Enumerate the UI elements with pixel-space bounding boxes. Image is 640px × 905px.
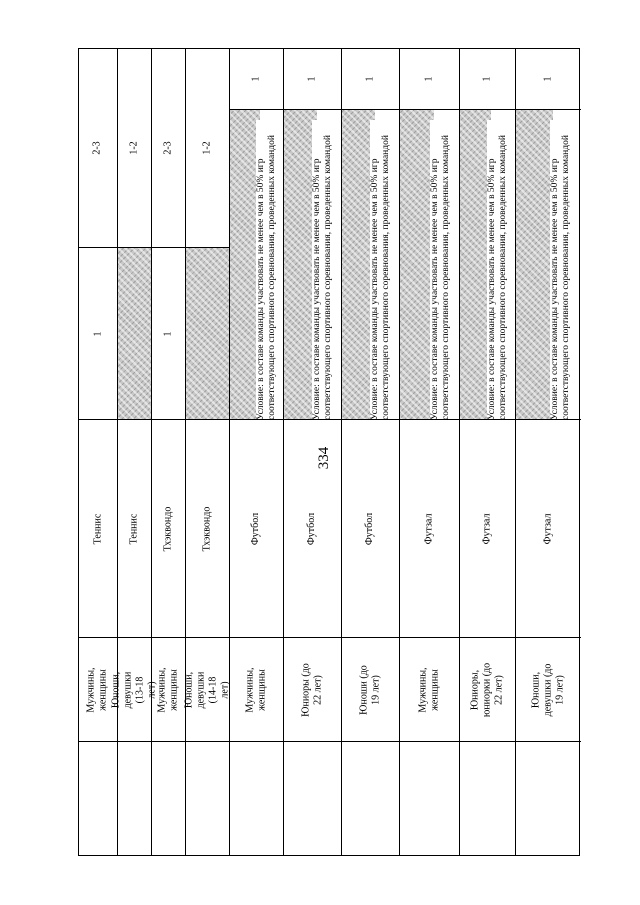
condition-cell xyxy=(284,109,341,419)
group-cell xyxy=(400,637,459,741)
rank-value-cell xyxy=(284,49,341,109)
rank-value-cell-text: 1 xyxy=(250,76,262,82)
group-cell-text: Мужчины, женщины xyxy=(244,666,268,713)
rank-value-cell xyxy=(79,49,117,247)
condition-text: Условие: в составе команды участвовать не менее чем в 50% игр соответствующего спортивного соревнования, проведенных командой xyxy=(550,120,572,420)
category-value-cell xyxy=(79,247,117,419)
blank-cell xyxy=(400,741,459,857)
blank-cell xyxy=(152,741,185,857)
group-cell-text: Юноши, девушки (14-18 лет) xyxy=(183,671,231,708)
sport-cell-text: Теннис xyxy=(91,513,103,544)
group-cell-text: Юноши, девушки (13-18 лет) xyxy=(110,671,158,708)
group-cell-text: Юноши, девушки (до 19 лет) xyxy=(530,663,566,716)
sport-cell-text: Футзал xyxy=(423,513,435,544)
table-row xyxy=(459,49,515,855)
table-row xyxy=(151,49,185,855)
blank-cell xyxy=(230,741,283,857)
rank-value-cell-text: 1 xyxy=(306,76,318,82)
table-row xyxy=(515,49,581,855)
sport-cell-text: Футбол xyxy=(364,512,376,545)
rank-value-cell-text: 2-3 xyxy=(92,141,103,155)
sport-cell xyxy=(186,419,229,637)
table-row xyxy=(110,49,158,855)
sport-cell xyxy=(516,419,581,637)
rank-value-cell xyxy=(342,49,399,109)
rank-value-cell-text: 1-2 xyxy=(128,141,140,155)
condition-cell xyxy=(460,109,515,419)
group-cell xyxy=(110,637,158,741)
condition-text: Условие: в составе команды участвовать не менее чем в 50% игр соответствующего спортивного соревнования, проведенных командой xyxy=(312,120,334,420)
condition-text: Условие: в составе команды участвовать не менее чем в 50% игр соответствующего спортивного соревнования, проведенных командой xyxy=(430,120,452,420)
rank-value-cell-text: 1-2 xyxy=(201,141,213,155)
sport-cell-text: Футзал xyxy=(542,513,554,544)
condition-cell xyxy=(516,109,581,419)
sport-cell xyxy=(230,419,283,637)
table-row xyxy=(185,49,229,855)
group-cell xyxy=(183,637,231,741)
sport-cell xyxy=(152,419,185,637)
category-value-cell xyxy=(118,247,151,419)
hatched-area xyxy=(400,110,434,419)
sports-table xyxy=(78,48,580,856)
blank-cell xyxy=(342,741,399,857)
group-cell xyxy=(516,637,581,741)
sport-cell-text: Футбол xyxy=(250,512,262,545)
condition-cell xyxy=(400,109,459,419)
group-cell xyxy=(460,637,515,741)
table-row xyxy=(283,49,341,855)
sport-cell xyxy=(284,419,341,637)
rank-value-cell xyxy=(152,49,185,247)
sport-cell xyxy=(342,419,399,637)
rank-value-cell xyxy=(186,49,229,247)
sport-cell-text: Тхэквондо xyxy=(162,506,174,551)
category-value-cell-text: 1 xyxy=(162,331,174,336)
group-cell xyxy=(230,637,283,741)
table-row xyxy=(399,49,459,855)
rank-value-cell-text: 1 xyxy=(364,76,376,82)
sport-cell xyxy=(118,419,151,637)
rank-value-cell-text: 1 xyxy=(423,76,435,82)
condition-text: Условие: в составе команды участвовать не менее чем в 50% игр соответствующего спортивного соревнования, проведенных командой xyxy=(487,120,509,420)
rank-value-cell xyxy=(118,49,151,247)
page-number: 334 xyxy=(315,446,332,470)
table-row xyxy=(341,49,399,855)
group-cell xyxy=(342,637,399,741)
table-row xyxy=(229,49,283,855)
sport-cell xyxy=(79,419,117,637)
rank-value-cell xyxy=(460,49,515,109)
blank-cell xyxy=(118,741,151,857)
condition-text: Условие: в составе команды участвовать не менее чем в 50% игр соответствующего спортивного соревнования, проведенных командой xyxy=(370,120,392,420)
sport-cell xyxy=(460,419,515,637)
blank-cell xyxy=(186,741,229,857)
condition-text: Условие: в составе команды участвовать не менее чем в 50% игр соответствующего спортивного соревнования, проведенных командой xyxy=(256,120,278,420)
group-cell-text: Юниоры, юниорки (до 22 лет) xyxy=(469,662,505,717)
condition-cell xyxy=(230,109,283,419)
blank-cell xyxy=(79,741,117,857)
category-value-cell xyxy=(186,247,229,419)
rank-value-cell xyxy=(516,49,581,109)
category-value-cell xyxy=(152,247,185,419)
rank-value-cell-text: 2-3 xyxy=(162,141,174,155)
rank-value-cell-text: 1 xyxy=(481,76,493,82)
group-cell-text: Юниоры (до 22 лет) xyxy=(300,662,324,717)
table-row xyxy=(79,49,117,855)
rank-value-cell xyxy=(230,49,283,109)
group-cell xyxy=(152,637,185,741)
group-cell-text: Юноши (до 19 лет) xyxy=(358,664,382,715)
group-cell-text: Мужчины, женщины xyxy=(417,666,441,713)
sport-cell-text: Тхэквондо xyxy=(201,506,213,551)
sport-cell-text: Футбол xyxy=(306,512,318,545)
blank-cell xyxy=(516,741,581,857)
rank-value-cell-text: 1 xyxy=(542,76,554,82)
condition-cell xyxy=(342,109,399,419)
sport-cell-text: Теннис xyxy=(128,513,140,544)
sport-cell-text: Футзал xyxy=(481,513,493,544)
rank-value-cell xyxy=(400,49,459,109)
category-value-cell-text: 1 xyxy=(92,331,103,336)
group-cell-text: Мужчины, женщины xyxy=(156,666,180,713)
group-cell-text: Мужчины, женщины xyxy=(86,666,109,713)
blank-cell xyxy=(284,741,341,857)
blank-cell xyxy=(460,741,515,857)
group-cell xyxy=(284,637,341,741)
sport-cell xyxy=(400,419,459,637)
hatched-area xyxy=(516,110,553,419)
